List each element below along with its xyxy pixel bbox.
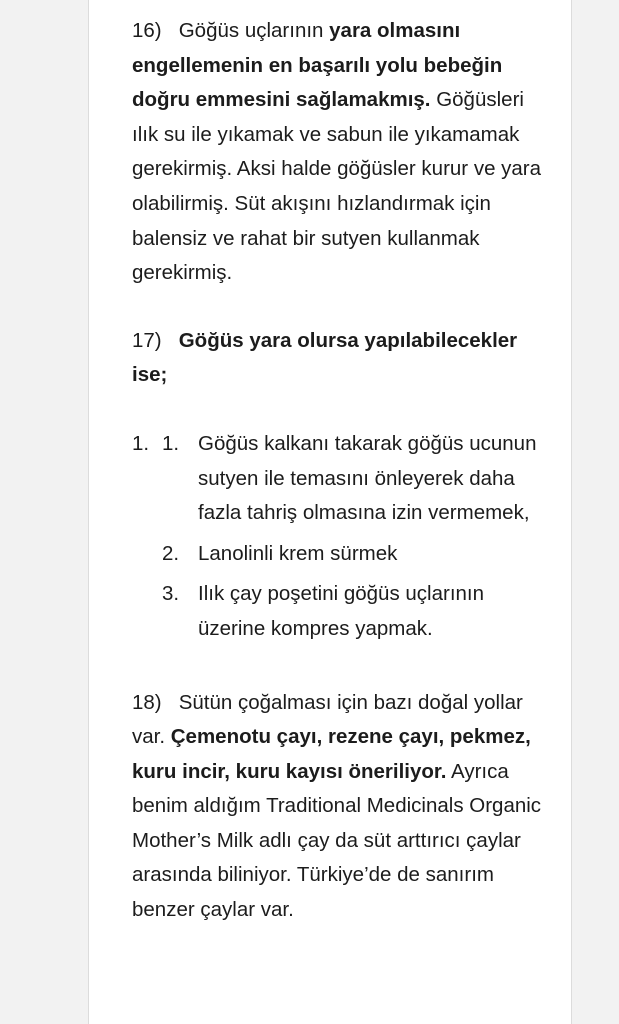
spacer xyxy=(132,291,552,324)
article-content xyxy=(132,14,552,928)
article-page xyxy=(88,0,572,1024)
paragraph-16-body: Göğüsleri ılık su ile yıkamak ve sabun ile yıkamamak gerekirmiş. Aksi halde göğüsler kurur ve yara olabilirmiş. Süt akışını hızlandırmak için balensiz ve rahat bir sutyen kullanmak gerekirmiş. xyxy=(132,88,542,285)
list-item xyxy=(132,427,552,531)
paragraph-18-intro: Sütün çoğalması için bazı doğal yollar var. xyxy=(132,690,523,749)
paragraph-17 xyxy=(132,324,552,393)
paragraph-16-intro: Göğüs uçlarının xyxy=(178,19,330,42)
list-item-number: 2. xyxy=(162,541,180,565)
list-item-text: Göğüs kalkanı takarak göğüs ucunun sutyen ile temasını önleyerek daha fazla tahriş olmasına izin vermemek, xyxy=(198,431,537,525)
spacer xyxy=(132,393,552,427)
list-item xyxy=(132,537,552,572)
remedy-list xyxy=(132,427,552,647)
spacer xyxy=(132,653,552,686)
list-item-number: 3. xyxy=(162,582,180,606)
list-item-number: 1. xyxy=(162,431,180,455)
paragraph-16 xyxy=(132,14,552,291)
item-number-16: 16) xyxy=(132,19,162,42)
paragraph-17-heading: Göğüs yara olursa yapılabilecekler ise; xyxy=(132,328,518,387)
list-item-text: Ilık çay poşetini göğüs uçlarının üzerine kompres yapmak. xyxy=(198,582,485,640)
paragraph-16-highlight: yara olmasını engellemenin en başarılı yolu bebeğin doğru emmesini sağlamakmış. xyxy=(132,19,503,112)
item-number-18: 18) xyxy=(132,690,162,714)
list-item xyxy=(132,577,552,646)
paragraph-18-body: Ayrıca benim aldığım Traditional Medicinals Organic Mother’s Milk adlı çay da süt arttırıcı çaylar arasında biliniyor. Türkiye’de de sanırım benzer çaylar var. xyxy=(132,759,542,922)
item-number-17: 17) xyxy=(132,328,162,352)
paragraph-18-highlight: Çemenotu çayı, rezene çayı, pekmez, kuru incir, kuru kayısı öneriliyor. xyxy=(132,725,531,783)
list-outer-number: 1. xyxy=(132,431,150,455)
paragraph-18 xyxy=(132,686,552,928)
list-item-text: Lanolinli krem sürmek xyxy=(198,541,398,565)
